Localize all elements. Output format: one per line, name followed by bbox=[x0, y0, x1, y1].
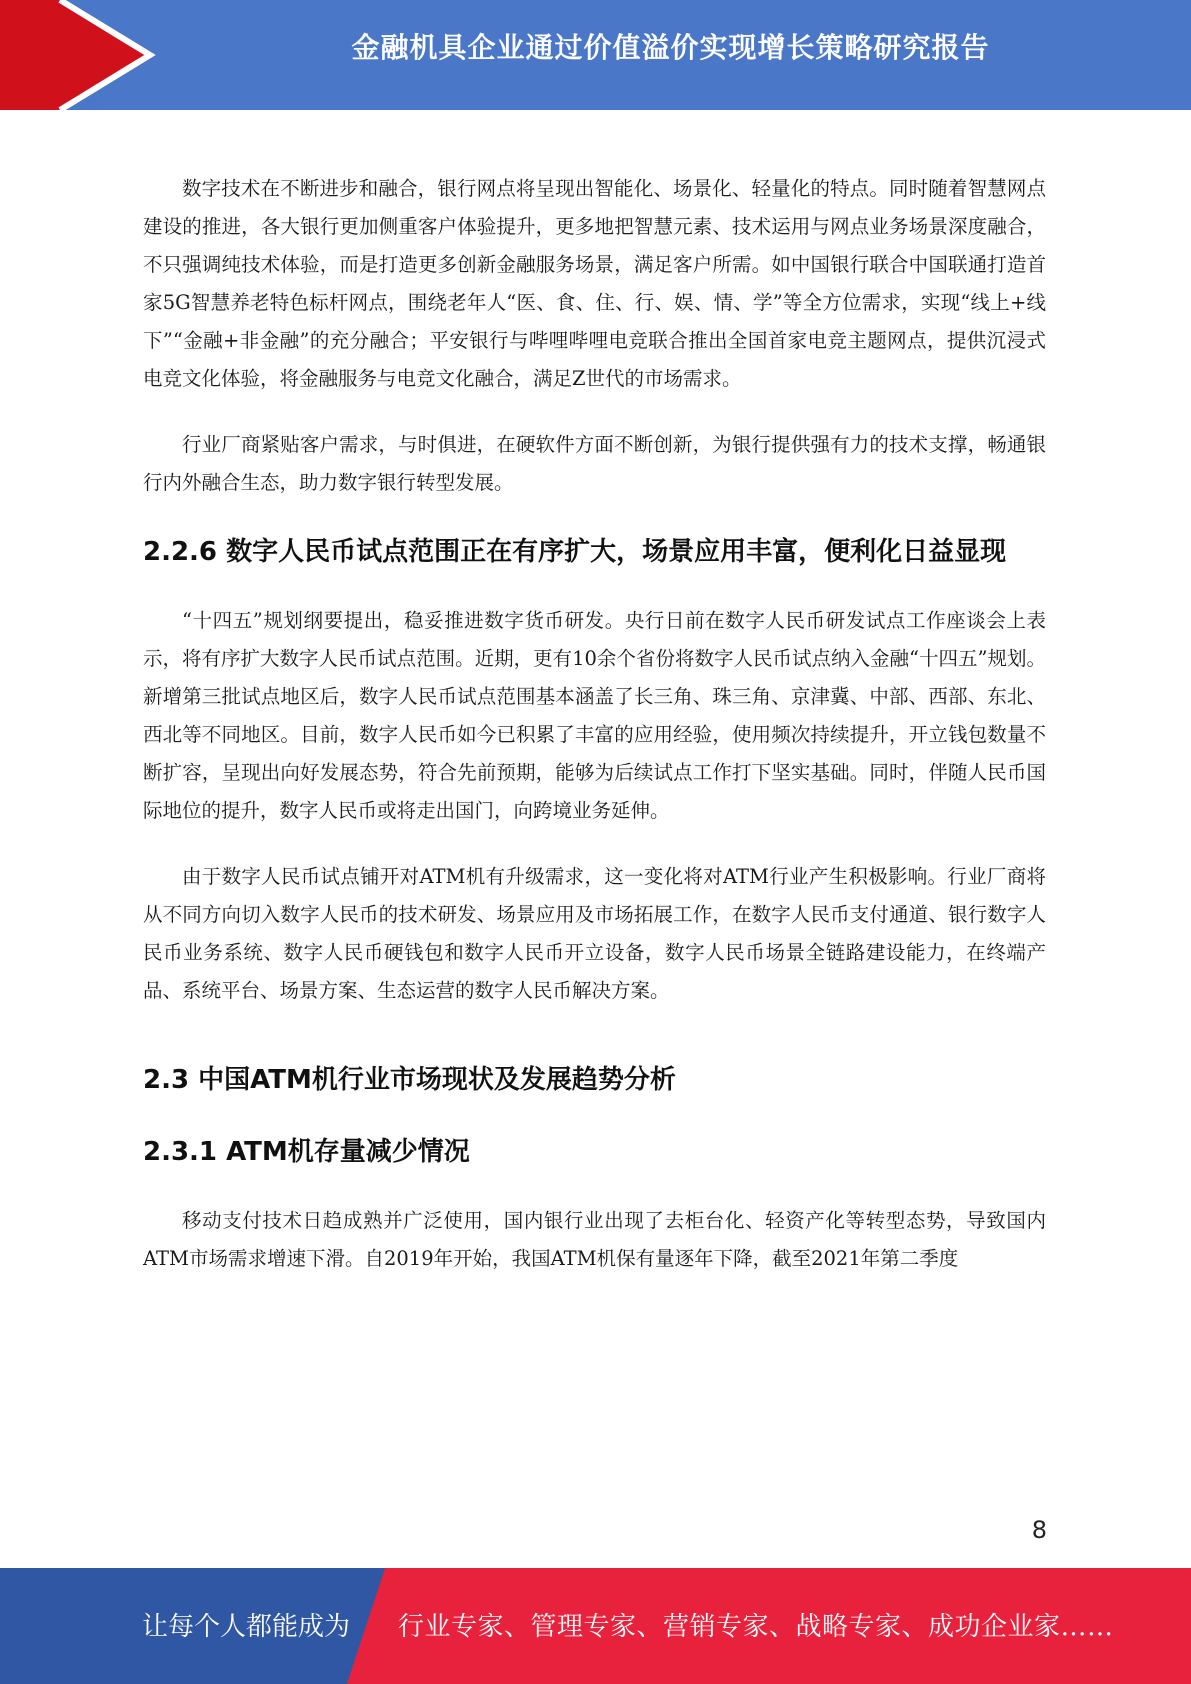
page-footer bbox=[0, 1568, 1191, 1684]
footer-slogan-left: 让每个人都能成为 bbox=[142, 1612, 351, 1642]
paragraph-smart-branch: 数字技术在不断进步和融合，银行网点将呈现出智能化、场景化、轻量化的特点。同时随着智慧网点建设的推进，各大银行更加侧重客户体验提升，更多地把智慧元素、技术运用与网点业务场景深度融合，不只强调纯技术体验，而是打造更多创新金融服务场景，满足客户所需。如中国银行联合中国联通打造首家5G智慧养老特色标杆网点，围绕老年人“医、食、住、行、娱、情、学”等全方位需求，实现“线上+线下”“金融+非金融”的充分融合；平安银行与哔哩哔哩电竞联合推出全国首家电竞主题网点，提供沉浸式电竞文化体验，将金融服务与电竞文化融合，满足Z世代的市场需求。 bbox=[143, 177, 1046, 390]
section-heading-2-3: 2.3 中国ATM机行业市场现状及发展趋势分析 bbox=[143, 1065, 676, 1095]
paragraph-digital-rmb-pilot: “十四五”规划纲要提出，稳妥推进数字货币研发。央行日前在数字人民币研发试点工作座谈会上表示，将有序扩大数字人民币试点范围。近期，更有10余个省份将数字人民币试点纳入金融“十四五”规划。新增第三批试点地区后，数字人民币试点范围基本涵盖了长三角、珠三角、京津冀、中部、西部、东北、西北等不同地区。目前，数字人民币如今已积累了丰富的应用经验，使用频次持续提升，开立钱包数量不断扩容，呈现出向好发展态势，符合先前预期，能够为后续试点工作打下坚实基础。同时，伴随人民币国际地位的提升，数字人民币或将走出国门，向跨境业务延伸。 bbox=[143, 609, 1046, 822]
paragraph-atm-upgrade: 由于数字人民币试点铺开对ATM机有升级需求，这一变化将对ATM行业产生积极影响。行业厂商将从不同方向切入数字人民币的技术研发、场景应用及市场拓展工作，在数字人民币支付通道、银行数字人民币业务系统、数字人民币硬钱包和数字人民币开立设备，数字人民币场景全链路建设能力，在终端产品、系统平台、场景方案、生态运营的数字人民币解决方案。 bbox=[143, 865, 1046, 1002]
header-red-arrow bbox=[0, 0, 150, 110]
paragraph-vendor-innovation: 行业厂商紧贴客户需求，与时俱进，在硬软件方面不断创新，为银行提供强有力的技术支撑，畅通银行内外融合生态，助力数字银行转型发展。 bbox=[143, 433, 1046, 494]
page-body bbox=[143, 170, 1046, 1278]
report-title: 金融机具企业通过价值溢价实现增长策略研究报告 bbox=[351, 31, 990, 64]
paragraph-atm-decline: 移动支付技术日趋成熟并广泛使用，国内银行业出现了去柜台化、轻资产化等转型态势，导致国内ATM市场需求增速下滑。自2019年开始，我国ATM机保有量逐年下降，截至2021年第二季度 bbox=[143, 1209, 1046, 1270]
page-header bbox=[0, 0, 1191, 110]
section-heading-2-2-6: 2.2.6 数字人民币试点范围正在有序扩大，场景应用丰富，便利化日益显现 bbox=[143, 537, 1007, 567]
section-heading-2-3-1: 2.3.1 ATM机存量减少情况 bbox=[143, 1137, 470, 1167]
page-number: 8 bbox=[1031, 1516, 1047, 1544]
footer-slogan-right: 行业专家、管理专家、营销专家、战略专家、成功企业家…… bbox=[398, 1612, 1114, 1642]
